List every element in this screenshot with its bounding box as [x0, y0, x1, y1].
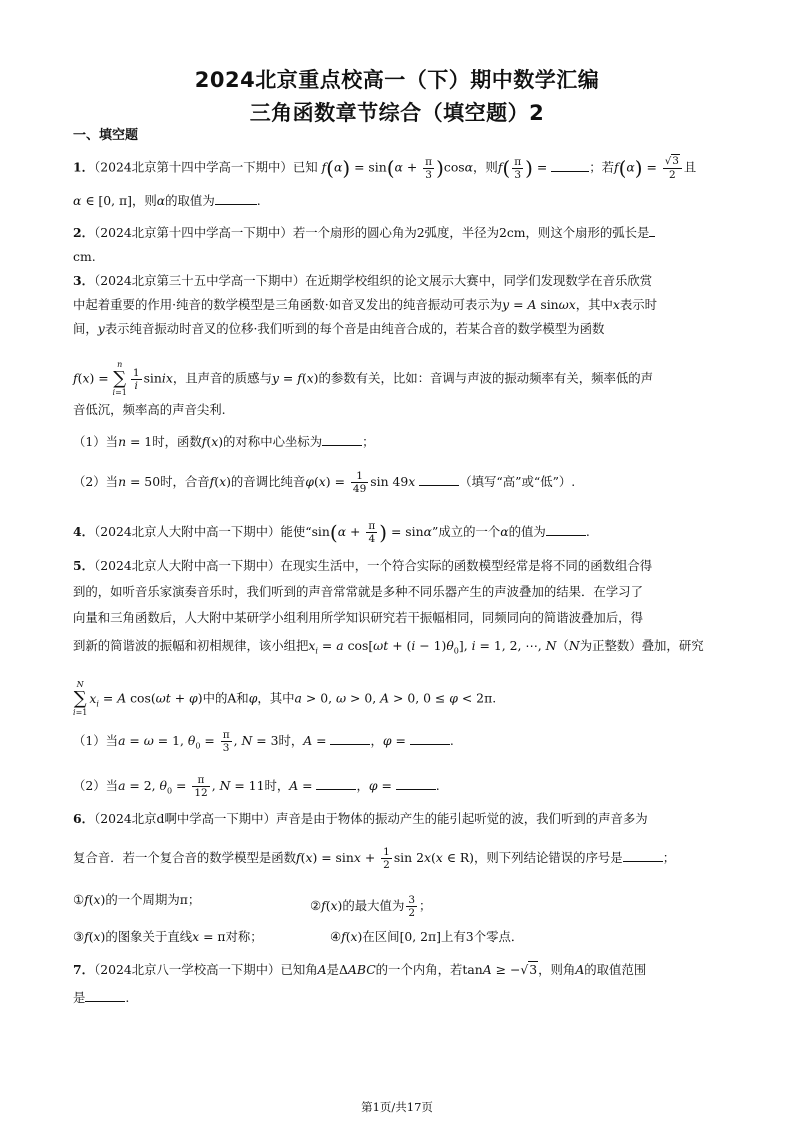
- answer-blank: [316, 788, 356, 790]
- question-7-line-1: 7．（2024北京八一学校高一下期中）已知角A是ΔABC的一个内角，若tanA ≥ −√3，则角A的取值范围: [73, 962, 647, 977]
- question-1-number: 1．: [73, 159, 95, 175]
- question-3-part-1: （1）当n = 1时，函数f(x)的对称中心坐标为 ；: [73, 434, 375, 449]
- question-4-line-1: 4．（2024北京人大附中高一下期中）能使“sin(α + $\frac{\pi}{4}$ ) = sinα”成立的一个α的值为 .: [73, 520, 590, 545]
- question-6-options-row-1: ①f(x)的一个周期为π；: [73, 892, 201, 907]
- question-3-part-2: （2）当n = 50时，合音f(x)的音调比纯音φ(x) = $\frac{1}{49}$ sin 49x （填写“高”或“低”）.: [73, 470, 576, 495]
- answer-blank: [330, 743, 370, 745]
- title-line-1: 2024北京重点校高一（下）期中数学汇编: [194, 68, 600, 92]
- answer-blank: [410, 743, 450, 745]
- question-5-line-5: N ∑ i=1 $x_i = A$ cos(ωt + φ)中的A和φ，其中a > 0, ω > 0, A > 0, 0 ≤ φ < 2π.: [73, 680, 497, 717]
- section-heading: 一、填空题: [73, 128, 139, 143]
- answer-blank: [649, 235, 655, 237]
- title-line-2: 三角函数章节综合（填空题）2: [249, 101, 545, 125]
- page-footer: 第1页/共17页: [361, 1100, 433, 1114]
- question-5-line-4: 到新的简谐波的振幅和初相规律，该小组把$x_i = a$ $\cos[\omega t + (i - 1)\theta_0]$, i = 1, 2, ⋯, N（N为正整数）叠加，研究: [73, 638, 704, 656]
- answer-blank: [85, 1000, 125, 1002]
- question-1-source: （2024北京第十四中学高一下期中）: [94, 159, 293, 175]
- question-5-line-1: 5．（2024北京人大附中高一下期中）在现实生活中，一个符合实际的函数模型经常是将不同的函数组合得: [73, 558, 653, 573]
- question-1-line-1: 1．（2024北京第十四中学高一下期中）已知 f(α) = sin(α + $\frac{\pi}{3}$ )cosα，则f( $\frac{\pi}{3}$ ) = ；若f(α) = $\frac{√3}{2}$ 且: [73, 155, 697, 181]
- question-3-line-4: f(x) = n ∑ i=1 $\frac{1}{i}$ sinix，且声音的质感与y = f(x)的参数有关，比如：音调与声波的振动频率有关，频率低的声: [73, 360, 654, 397]
- question-1-line-2: α ∈ [0, π]，则α的取值为 .: [73, 193, 261, 208]
- question-3-line-2: 中起着重要的作用·纯音的数学模型是三角函数·如音叉发出的纯音振动可表示为y = A sinωx，其中x表示时: [73, 297, 658, 312]
- answer-blank: [396, 788, 436, 790]
- answer-blank: [551, 170, 589, 172]
- question-3-line-5: 音低沉，频率高的声音尖利.: [73, 402, 226, 417]
- answer-blank: [419, 484, 459, 486]
- question-6-line-2: 复合音．若一个复合音的数学模型是函数f(x) = sinx + $\frac{1}{2}$ sin 2x(x ∈ R)，则下列结论错误的序号是 ；: [73, 846, 676, 871]
- question-2-line-2: cm.: [73, 249, 96, 264]
- question-5-part-2: （2）当a = 2, $\theta_0$ = $\frac{\pi}{12}$ , N = 11时，A = ，φ = .: [73, 774, 440, 799]
- question-6-option-4: ④f(x)在区间[0, 2π]上有3个零点．: [330, 929, 524, 944]
- answer-blank: [546, 534, 586, 536]
- question-3-line-1: 3．（2024北京第三十五中学高一下期中）在近期学校组织的论文展示大赛中，同学们发现数学在音乐欣赏: [73, 273, 653, 288]
- formula: f: [321, 159, 327, 175]
- question-6-option-2: ②f(x)的最大值为 $\frac{3}{2}$ ；: [310, 894, 432, 919]
- question-2-line-1: 2．（2024北京第十四中学高一下期中）若一个扇形的圆心角为2弧度，半径为2cm，则这个扇形的弧长是: [73, 227, 655, 239]
- question-7-line-2: 是 .: [73, 990, 130, 1005]
- answer-blank: [215, 203, 257, 205]
- question-6-line-1: 6．（2024北京d啊中学高一下期中）声音是由于物体的振动产生的能引起听觉的波，我们听到的声音多为: [73, 811, 648, 826]
- question-6-options-row-2: ③f(x)的图象关于直线x = π对称；: [73, 929, 263, 944]
- answer-blank: [623, 860, 663, 862]
- question-5-line-2: 到的，如听音乐家演奏音乐时，我们听到的声音常常就是多种不同乐器产生的声波叠加的结果．在学习了: [73, 584, 643, 599]
- answer-blank: [322, 444, 362, 446]
- question-5-part-1: （1）当a = ω = 1, $\theta_0$ = $\frac{\pi}{3}$ , N = 3时，A = ，φ = .: [73, 729, 454, 754]
- question-3-line-3: 间，y表示纯音振动时音叉的位移·我们听到的每个音是由纯音合成的，若某合音的数学模型为函数: [73, 321, 605, 336]
- question-5-line-3: 向量和三角函数后，人大附中某研学小组利用所学知识研究若干振幅相同，同频同向的简谐波叠加后，得: [73, 610, 643, 625]
